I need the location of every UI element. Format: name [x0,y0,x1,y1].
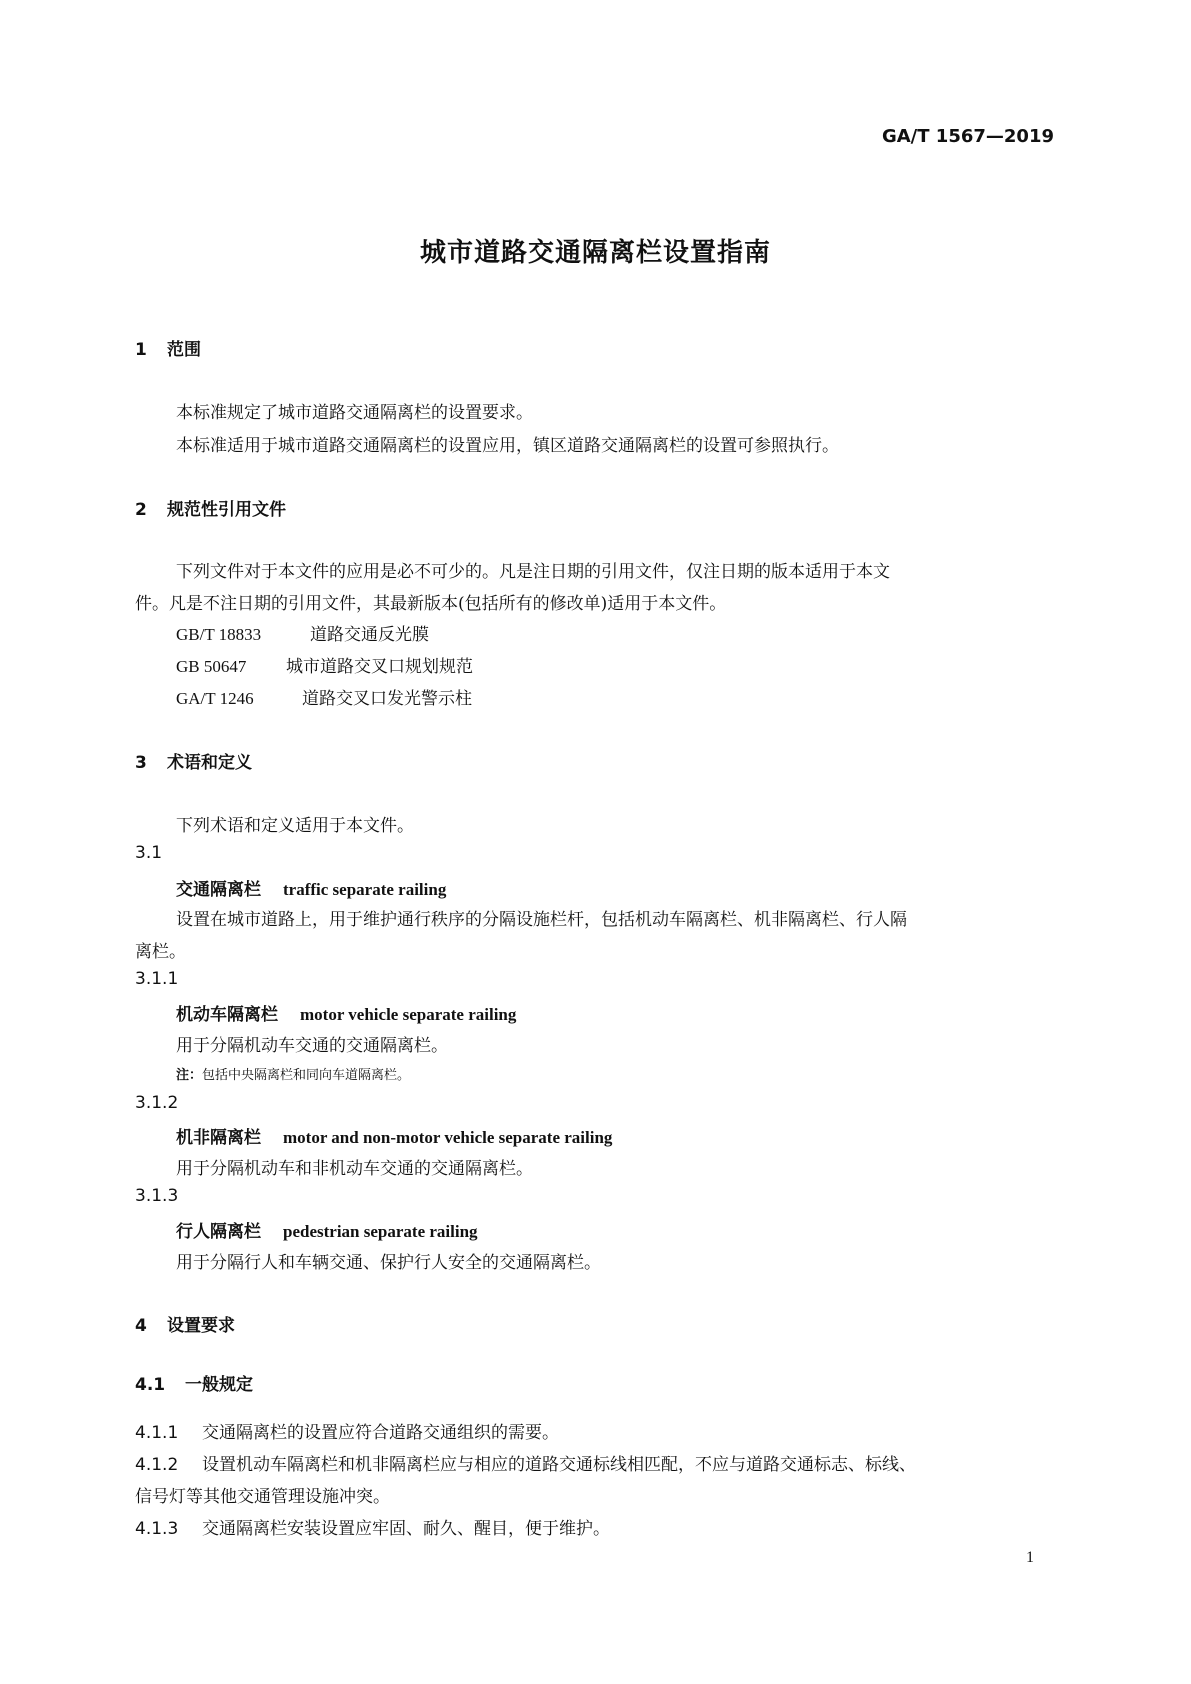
term-definition: 用于分隔机动车交通的交通隔离栏。 [176,1036,448,1056]
term-number: 3.1 [135,843,163,863]
section-1-heading [135,335,201,360]
term-en: pedestrian separate railing [283,1222,478,1241]
scope-paragraph-1: 本标准规定了城市道路交通隔离栏的设置要求。 [176,403,533,423]
term-number: 3.1.2 [135,1093,179,1113]
clause-text: 交通隔离栏安装设置应牢固、耐久、醒目，便于维护。 [202,1519,610,1539]
term-heading [176,1000,516,1025]
clause-4-1-2 [135,1450,916,1475]
term-heading [176,875,446,900]
reference-item [176,684,472,709]
section-title: 范围 [167,340,201,360]
term-definition: 用于分隔机动车和非机动车交通的交通隔离栏。 [176,1159,533,1179]
term-number: 3.1.3 [135,1186,179,1206]
term-definition-line-2: 离栏。 [135,942,186,962]
note-text: 包括中央隔离栏和同向车道隔离栏。 [202,1068,411,1083]
section-title: 术语和定义 [167,753,252,773]
subsection-title: 一般规定 [185,1375,253,1395]
clause-text: 设置机动车隔离栏和机非隔离栏应与相应的道路交通标线相匹配，不应与道路交通标志、标线、 [202,1455,916,1475]
standard-code: GA/T 1567—2019 [881,126,1054,147]
section-2-heading [135,495,286,520]
clause-number: 4.1.1 [135,1423,179,1443]
reference-item [176,620,429,645]
term-en: motor and non-motor vehicle separate railing [283,1128,613,1147]
clause-number: 4.1.3 [135,1519,179,1539]
normative-intro-line-2: 件。凡是不注日期的引用文件，其最新版本(包括所有的修改单)适用于本文件。 [135,594,727,614]
term-zh: 交通隔离栏 [176,880,261,900]
section-number: 4 [135,1316,147,1336]
section-title: 规范性引用文件 [167,500,286,520]
term-zh: 机动车隔离栏 [176,1005,278,1025]
reference-title: 城市道路交叉口规划规范 [286,657,473,677]
document-title: 城市道路交通隔离栏设置指南 [419,238,771,268]
term-heading [176,1123,612,1148]
section-3-heading [135,748,252,773]
term-definition-line-1: 设置在城市道路上，用于维护通行秩序的分隔设施栏杆，包括机动车隔离栏、机非隔离栏、行人隔 [176,910,907,930]
reference-title: 道路交叉口发光警示柱 [302,689,472,709]
note-label: 注： [176,1068,203,1083]
section-number: 3 [135,753,147,773]
clause-4-1-1 [135,1418,559,1443]
clause-text: 交通隔离栏的设置应符合道路交通组织的需要。 [202,1423,559,1443]
term-note [176,1064,410,1083]
terms-intro: 下列术语和定义适用于本文件。 [176,816,414,836]
clause-number: 4.1.2 [135,1455,179,1475]
term-definition: 用于分隔行人和车辆交通、保护行人安全的交通隔离栏。 [176,1253,601,1273]
reference-title: 道路交通反光膜 [310,625,429,645]
subsection-number: 4.1 [135,1375,166,1395]
term-zh: 行人隔离栏 [176,1222,261,1242]
scope-paragraph-2: 本标准适用于城市道路交通隔离栏的设置应用，镇区道路交通隔离栏的设置可参照执行。 [176,436,839,456]
reference-item [176,652,473,677]
reference-code: GB/T 18833 [176,625,262,644]
clause-4-1-2-continuation: 信号灯等其他交通管理设施冲突。 [135,1487,390,1507]
term-en: motor vehicle separate railing [300,1005,517,1024]
term-zh: 机非隔离栏 [176,1128,261,1148]
subsection-4-1-heading [135,1370,253,1395]
section-4-heading [135,1311,235,1336]
normative-intro-line-1: 下列文件对于本文件的应用是必不可少的。凡是注日期的引用文件，仅注日期的版本适用于本文 [176,562,890,582]
term-number: 3.1.1 [135,969,179,989]
reference-code: GB 50647 [176,657,247,676]
term-heading [176,1217,478,1242]
section-number: 2 [135,500,147,520]
clause-4-1-3 [135,1514,610,1539]
section-number: 1 [135,340,147,360]
reference-code: GA/T 1246 [176,689,254,708]
section-title: 设置要求 [167,1316,235,1336]
term-en: traffic separate railing [283,880,447,899]
page-number: 1 [1026,1549,1034,1566]
